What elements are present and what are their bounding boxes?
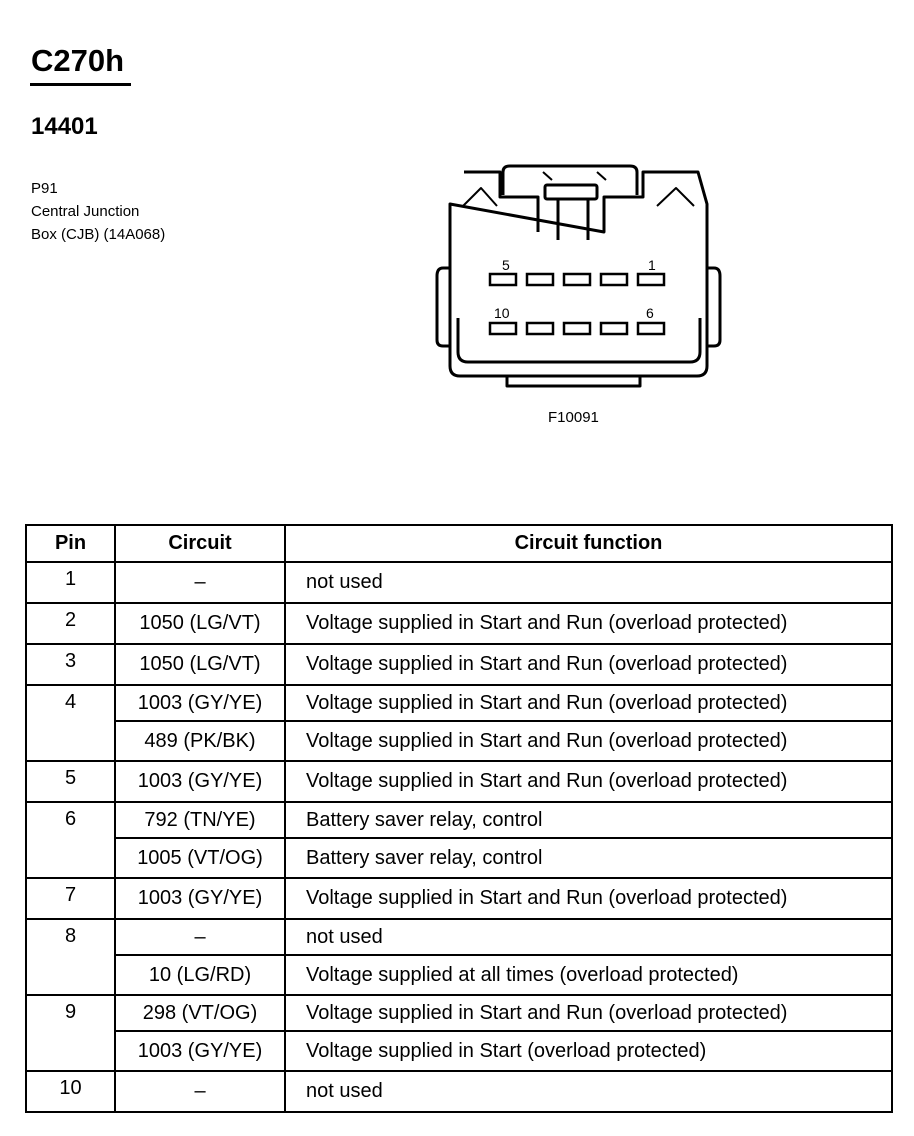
pin-cell: 8 (26, 919, 115, 995)
table-row (26, 878, 892, 919)
connector-face-diagram (430, 160, 730, 395)
function-cell: Voltage supplied in Start and Run (overload protected) (285, 721, 892, 761)
pin-cell: 6 (26, 802, 115, 878)
table-row (26, 838, 892, 878)
circuit-cell: 1003 (GY/YE) (115, 685, 285, 721)
function-cell: Voltage supplied in Start (overload protected) (285, 1031, 892, 1071)
table-row (26, 721, 892, 761)
circuit-cell: 298 (VT/OG) (115, 995, 285, 1031)
table-row (26, 919, 892, 955)
table-row (26, 1071, 892, 1112)
circuit-cell: 1050 (LG/VT) (115, 603, 285, 644)
pin-label-5: 5 (502, 257, 510, 273)
pin-label-10: 10 (494, 305, 510, 321)
circuit-cell: – (115, 562, 285, 603)
circuit-cell: 1003 (GY/YE) (115, 761, 285, 802)
description-line: Central Junction (31, 203, 140, 220)
pin-cavity-9 (527, 323, 553, 334)
circuit-cell: 1003 (GY/YE) (115, 878, 285, 919)
circuit-cell: 489 (PK/BK) (115, 721, 285, 761)
pin-cell: 3 (26, 644, 115, 685)
pin-cavity-6 (638, 323, 664, 334)
function-cell: not used (285, 1071, 892, 1112)
circuit-cell: – (115, 919, 285, 955)
pin-cell: 4 (26, 685, 115, 761)
title-underline (30, 83, 131, 86)
function-cell: Voltage supplied in Start and Run (overload protected) (285, 761, 892, 802)
connector-description (31, 177, 165, 246)
pin-cavity-5 (490, 274, 516, 285)
pin-cell: 1 (26, 562, 115, 603)
table-header-row (26, 525, 892, 562)
pin-cavity-8 (564, 323, 590, 334)
pin-cavity-7 (601, 323, 627, 334)
pin-cell: 5 (26, 761, 115, 802)
pin-cavity-10 (490, 323, 516, 334)
circuit-cell: 1003 (GY/YE) (115, 1031, 285, 1071)
circuit-cell: 792 (TN/YE) (115, 802, 285, 838)
function-cell: Voltage supplied in Start and Run (overload protected) (285, 995, 892, 1031)
function-cell: Voltage supplied at all times (overload protected) (285, 955, 892, 995)
function-cell: Voltage supplied in Start and Run (overload protected) (285, 878, 892, 919)
pin-cell: 2 (26, 603, 115, 644)
connector-id-title: C270h (31, 43, 125, 78)
circuit-cell: 1005 (VT/OG) (115, 838, 285, 878)
function-cell: Battery saver relay, control (285, 838, 892, 878)
pin-cavity-4 (527, 274, 553, 285)
table-row (26, 644, 892, 685)
function-cell: Voltage supplied in Start and Run (overload protected) (285, 685, 892, 721)
table-row (26, 955, 892, 995)
pin-cell: 10 (26, 1071, 115, 1112)
table-row (26, 685, 892, 721)
function-cell: Voltage supplied in Start and Run (overload protected) (285, 603, 892, 644)
table-row (26, 603, 892, 644)
table-row (26, 1031, 892, 1071)
table-row (26, 802, 892, 838)
pin-cavity-2 (601, 274, 627, 285)
pin-cell: 7 (26, 878, 115, 919)
pin-cavity-1 (638, 274, 664, 285)
pin-label-1: 1 (648, 257, 656, 273)
table-row (26, 562, 892, 603)
description-line: P91 (31, 180, 58, 197)
pin-table (25, 524, 893, 1113)
function-cell: Battery saver relay, control (285, 802, 892, 838)
pin-label-6: 6 (646, 305, 654, 321)
function-cell: not used (285, 919, 892, 955)
header-pin: Pin (26, 525, 115, 562)
table-row (26, 761, 892, 802)
circuit-cell: – (115, 1071, 285, 1112)
header-circuit-function: Circuit function (285, 525, 892, 562)
description-line: Box (CJB) (14A068) (31, 226, 166, 243)
header-circuit: Circuit (115, 525, 285, 562)
circuit-cell: 10 (LG/RD) (115, 955, 285, 995)
circuit-cell: 1050 (LG/VT) (115, 644, 285, 685)
pin-cell: 9 (26, 995, 115, 1071)
function-cell: Voltage supplied in Start and Run (overload protected) (285, 644, 892, 685)
function-cell: not used (285, 562, 892, 603)
table-row (26, 995, 892, 1031)
figure-id: F10091 (548, 409, 599, 426)
part-number: 14401 (31, 113, 98, 140)
pin-cavity-3 (564, 274, 590, 285)
